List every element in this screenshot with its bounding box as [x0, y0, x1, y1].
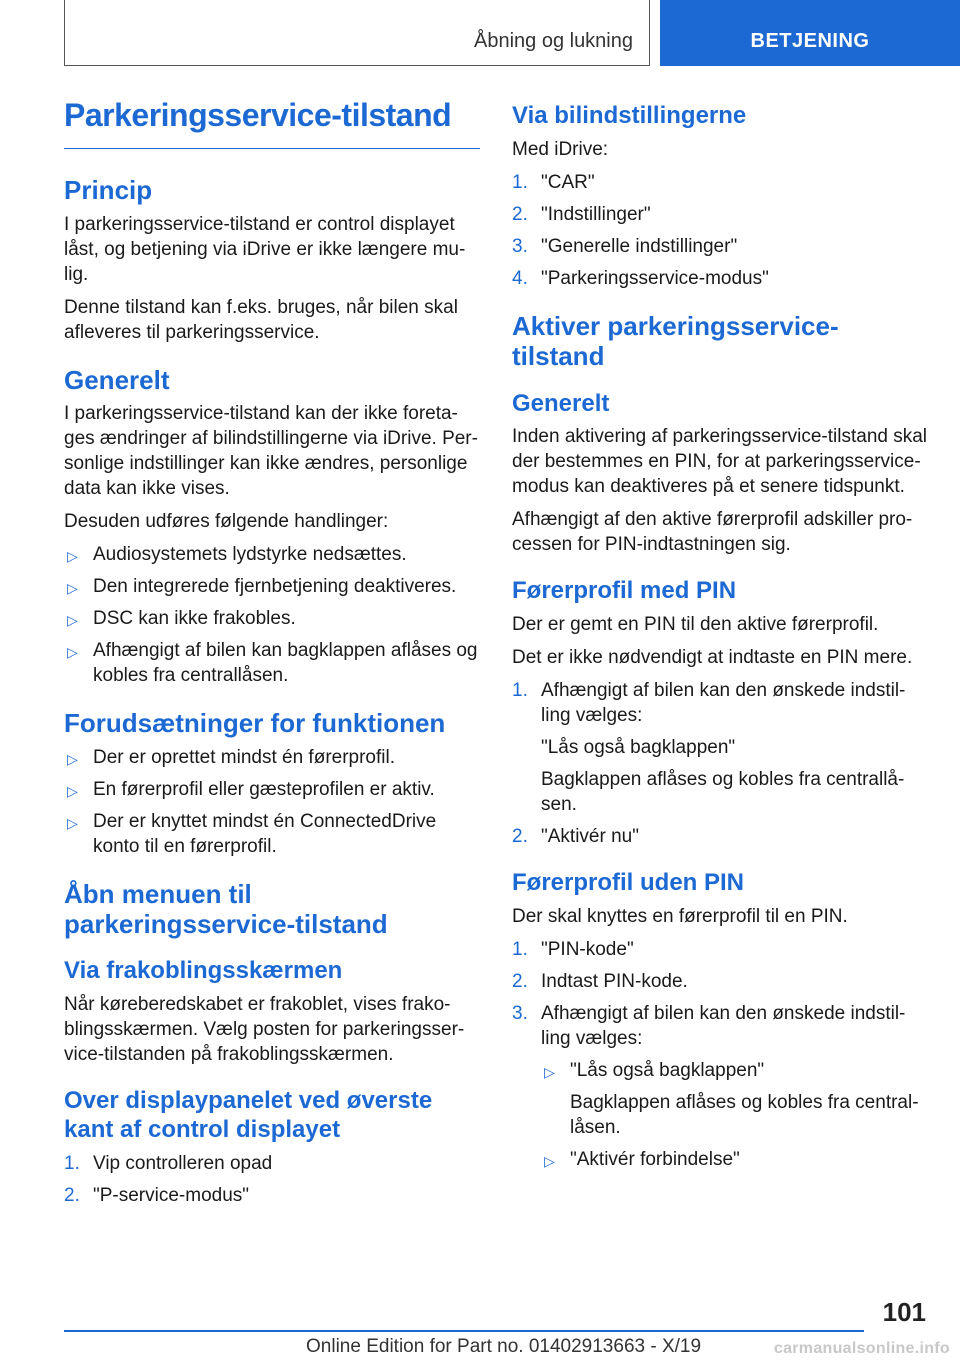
subsection-uden-pin — [512, 869, 928, 1172]
section-aabn-menu — [64, 879, 480, 1208]
triangle-right-icon: ▷ — [67, 782, 78, 799]
triangle-right-icon: ▷ — [67, 612, 78, 629]
triangle-right-icon: ▷ — [67, 644, 78, 661]
heading-displaypanel: Over displaypanelet ved øverste kant af control displayet — [64, 1087, 433, 1144]
list-item: 2. Indtast PIN-kode. — [512, 971, 688, 992]
list-item: 3. Afhængigt af bilen kan den ønskede indstil‐ling vælges: ▷ "Lås også bagklappen" Bagklappen aflåses og kobles fra central‐låsen. ▷ "Aktivér forbindelse" — [512, 1001, 928, 1172]
header-box — [64, 0, 650, 66]
list-item: ▷ Audiosystemets lydstyrke nedsættes. — [64, 542, 480, 567]
paragraph: Denne tilstand kan f.eks. bruges, når bilen skal afleveres til parkeringsservice. — [64, 296, 458, 343]
numbered-list — [64, 1151, 480, 1208]
section-princip — [64, 175, 480, 344]
chapter-tab-label: BETJENING — [750, 30, 870, 52]
subsection-med-pin — [512, 577, 928, 849]
list-item: ▷ Der er oprettet mindst én førerprofil. — [64, 745, 480, 770]
subsection-frakoblingsskaerm — [64, 957, 480, 1067]
paragraph: Desuden udføres følgende handlinger: — [64, 511, 389, 533]
list-item: 2. "Indstillinger" — [512, 203, 651, 225]
paragraph: Med iDrive: — [512, 138, 609, 160]
heading-generelt-right: Generelt — [512, 389, 610, 417]
numbered-list — [512, 678, 928, 849]
section-generelt — [64, 365, 480, 688]
list-item: ▷ Der er knyttet mindst én ConnectedDrive konto til en førerprofil. — [67, 810, 437, 857]
numbered-list — [512, 937, 928, 1172]
page-number: 101 — [882, 1297, 926, 1327]
paragraph: I parkeringsservice-tilstand er control displayet låst, og betjening via iDrive er ikke længere mu‐lig. — [64, 213, 466, 285]
paragraph: I parkeringsservice-tilstand kan der ikke foreta‐ges ændringer af bilindstillingerne via iDrive. Per‐sonlige indstillinger kan ikke ændres, personlige data kan ikke vises. — [64, 403, 478, 500]
edition-text: Online Edition for Part no. 01402913663 - X/19 — [306, 1336, 702, 1357]
subsection-bilindstillinger — [512, 102, 928, 291]
paragraph: Afhængigt af den aktive førerprofil adskiller pro‐cessen for PIN-indtastningen sig. — [512, 509, 913, 556]
bullet-list — [64, 745, 480, 859]
list-item: ▷ DSC kan ikke frakobles. — [64, 606, 480, 631]
chapter-tab[interactable] — [660, 0, 960, 66]
option-note: Bagklappen aflåses og kobles fra centrallå‐sen. — [541, 769, 905, 816]
triangle-right-icon: ▷ — [67, 580, 78, 597]
list-item: 2. "P-service-modus" — [64, 1184, 250, 1206]
heading-princip: Princip — [64, 175, 153, 206]
triangle-right-icon: ▷ — [67, 750, 78, 767]
triangle-right-icon: ▷ — [67, 548, 78, 565]
list-item: ▷ "Lås også bagklappen" Bagklappen aflåses og kobles fra central‐låsen. — [541, 1058, 928, 1140]
paragraph: Inden aktivering af parkeringsservice-tilstand skal der bestemmes en PIN, for at parkeringsservice-modus kan deaktiveres på et senere tidspunkt. — [512, 426, 928, 498]
list-item: ▷ En førerprofil eller gæsteprofilen er aktiv. — [64, 777, 480, 802]
section-forudsaetninger — [64, 708, 480, 858]
list-item: 1. "CAR" — [512, 171, 595, 193]
option-text: "Lås også bagklappen" — [541, 737, 736, 759]
paragraph: Når køreberedskabet er frakoblet, vises frako‐blingsskærmen. Vælg posten for parkeringsser‐vice-tilstanden på frakoblingsskærmen. — [64, 994, 465, 1066]
triangle-right-icon: ▷ — [544, 1153, 555, 1169]
list-item: ▷ "Aktivér forbindelse" — [541, 1147, 928, 1172]
watermark: carmanualsonline.info — [773, 1340, 950, 1357]
paragraph: Det er ikke nødvendigt at indtaste en PIN mere. — [512, 647, 913, 669]
list-item: 1. Afhængigt af bilen kan den ønskede indstil‐ling vælges: "Lås også bagklappen" Bagklappen aflåses og kobles fra centrallå‐sen. — [512, 678, 928, 817]
numbered-list — [512, 170, 928, 291]
subsection-generelt — [512, 390, 928, 558]
bullet-list — [541, 1058, 928, 1172]
paragraph: Der skal knyttes en førerprofil til en PIN. — [512, 906, 848, 927]
page-title: Parkeringsservice-tilstand — [64, 96, 480, 149]
list-item: 2. "Aktivér nu" — [512, 826, 639, 848]
list-item: 1. Vip controlleren opad — [64, 1152, 273, 1174]
heading-aabn-menu: Åbn menuen til parkeringsservice-tilstand — [64, 878, 388, 940]
header-section-title: Åbning og lukning — [473, 30, 633, 52]
left-column — [64, 96, 480, 1216]
triangle-right-icon: ▷ — [544, 1064, 555, 1080]
list-item: 3. "Generelle indstillinger" — [512, 235, 738, 257]
paragraph: Der er gemt en PIN til den aktive førerprofil. — [512, 614, 879, 636]
option-note: Bagklappen aflåses og kobles fra central‐låsen. — [570, 1092, 919, 1138]
subsection-displaypanel — [64, 1087, 480, 1208]
list-item: ▷ Den integrerede fjernbetjening deaktiveres. — [64, 574, 480, 599]
heading-bilindstillinger: Via bilindstillingerne — [512, 102, 747, 129]
heading-med-pin: Førerprofil med PIN — [512, 577, 737, 605]
list-item: ▷ Afhængigt af bilen kan bagklappen aflåses og kobles fra centrallåsen. — [67, 640, 478, 687]
bullet-list — [64, 542, 480, 688]
list-item: 4. "Parkeringsservice-modus" — [512, 267, 769, 289]
footer-divider — [64, 1330, 864, 1332]
list-item: 1. "PIN-kode" — [512, 939, 634, 960]
triangle-right-icon: ▷ — [67, 814, 78, 831]
right-column — [512, 102, 928, 1180]
section-aktiver — [512, 311, 928, 1172]
heading-frakoblingsskaerm: Via frakoblingsskærmen — [64, 957, 343, 985]
heading-forudsaetninger: Forudsætninger for funktionen — [64, 708, 446, 739]
heading-aktiver: Aktiver parkeringsservice-tilstand — [512, 310, 839, 372]
heading-generelt: Generelt — [64, 364, 170, 395]
heading-uden-pin: Førerprofil uden PIN — [512, 869, 745, 897]
